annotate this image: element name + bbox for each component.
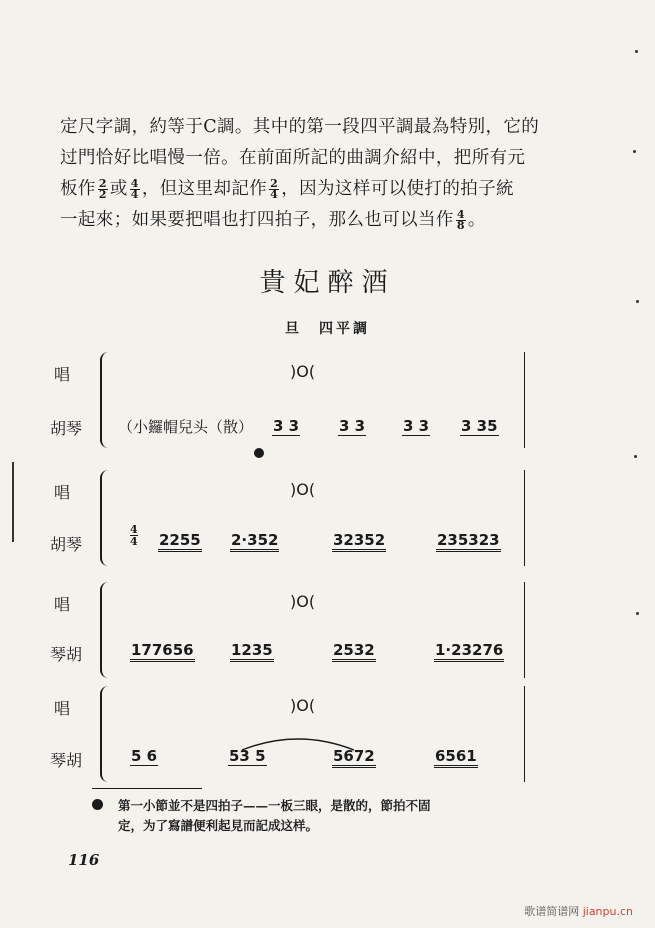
rest-mark: )O( <box>290 362 316 381</box>
note-group: 3 3 <box>273 417 300 435</box>
intro-text: （小鑼帽兒头（散） <box>118 418 254 436</box>
score-system-4 <box>0 686 655 796</box>
slur-mark <box>238 732 358 752</box>
note-group: 2·352 <box>230 532 279 552</box>
footnote-bullet <box>92 799 103 810</box>
scan-speck <box>636 612 639 615</box>
system-brace <box>100 470 110 566</box>
scan-edge-line <box>12 462 14 542</box>
time-signature <box>130 524 138 547</box>
system-brace <box>100 686 110 782</box>
fraction <box>456 210 466 231</box>
note-group: 2532 <box>332 642 376 662</box>
para-line-3 <box>60 174 560 205</box>
score-system-2 <box>0 470 655 580</box>
frac-den: 4 <box>270 188 279 201</box>
timesig-den: 4 <box>130 535 138 548</box>
barline <box>524 352 525 448</box>
note-group: 2255 <box>158 532 202 552</box>
frac-den: 4 <box>130 188 139 201</box>
piece-title: 貴妃醉酒 <box>259 268 396 298</box>
note-group: 3 35 <box>461 417 498 435</box>
note-group: 3 3 <box>339 417 366 435</box>
text-seg: ，因为这样可以使打的拍子統 <box>281 179 514 199</box>
scan-speck <box>633 150 636 153</box>
text-seg: 一起來；如果要把唱也打四拍子，那么也可以当作 <box>60 210 454 230</box>
instrument-label: 胡琴 <box>50 419 83 438</box>
watermark-text: 歌谱简谱网 <box>524 905 580 918</box>
score-system-3 <box>0 582 655 692</box>
note-group: 53 5 <box>229 747 266 765</box>
system-brace <box>100 352 110 448</box>
footnote <box>118 796 538 836</box>
page-number: 116 <box>68 851 100 869</box>
watermark <box>524 903 633 919</box>
barline <box>524 582 525 678</box>
rest-mark: )O( <box>290 696 316 715</box>
rest-mark: )O( <box>290 480 316 499</box>
frac-num: 2 <box>270 177 279 190</box>
frac-den: 2 <box>98 188 107 201</box>
para-line-2: 过門恰好比唱慢一倍。在前面所記的曲調介紹中，把所有元 <box>60 148 526 168</box>
scan-speck <box>636 300 639 303</box>
vocal-label: 唱 <box>54 595 71 614</box>
fraction <box>130 179 140 200</box>
vocal-label: 唱 <box>54 699 71 718</box>
text-seg: ，但这里却記作 <box>141 179 268 199</box>
note-group: 1235 <box>230 642 274 662</box>
intro-paragraph <box>60 112 560 236</box>
fraction <box>269 179 279 200</box>
instrument-label: 胡琴 <box>50 535 83 554</box>
footnote-line-1: 第一小節並不是四拍子——一板三眼，是散的，節拍不固 <box>118 798 431 813</box>
footnote-line-2: 定，为了寫譜便利起見而記成这样。 <box>118 818 319 833</box>
note-group: 6561 <box>434 748 478 768</box>
note-group: 1·23276 <box>434 642 504 662</box>
system-brace <box>100 582 110 678</box>
text-seg: 。 <box>467 210 486 230</box>
scan-speck <box>634 455 637 458</box>
rest-mark: )O( <box>290 592 316 611</box>
para-line-1: 定尺字調，約等于C調。其中的第一段四平調最為特別，它的 <box>60 117 540 137</box>
fraction <box>98 179 108 200</box>
text-seg: 板作 <box>60 179 96 199</box>
piece-subtitle: 旦 四平調 <box>285 321 370 337</box>
note-group: 177656 <box>130 642 195 662</box>
score-system-1 <box>0 352 655 462</box>
note-group: 5 6 <box>131 747 158 765</box>
barline <box>524 470 525 566</box>
timesig-num: 4 <box>130 523 138 536</box>
vocal-label: 唱 <box>54 483 71 502</box>
vocal-label: 唱 <box>54 365 71 384</box>
frac-num: 4 <box>456 208 465 221</box>
note-group: 3 3 <box>403 417 430 435</box>
instrument-label: 琴胡 <box>50 645 83 664</box>
scan-speck <box>635 50 638 53</box>
text-seg: 或 <box>109 179 128 199</box>
para-line-4 <box>60 205 560 236</box>
footnote-rule <box>92 788 202 789</box>
note-group: 235323 <box>436 532 501 552</box>
frac-num: 2 <box>98 177 107 190</box>
instrument-label: 琴胡 <box>50 751 83 770</box>
barline <box>524 686 525 782</box>
note-group: 32352 <box>332 532 386 552</box>
note-group: 5672 <box>332 748 376 768</box>
watermark-url: jianpu.cn <box>582 905 633 918</box>
frac-num: 4 <box>130 177 139 190</box>
frac-den: 8 <box>456 219 465 232</box>
footnote-marker <box>254 448 264 458</box>
